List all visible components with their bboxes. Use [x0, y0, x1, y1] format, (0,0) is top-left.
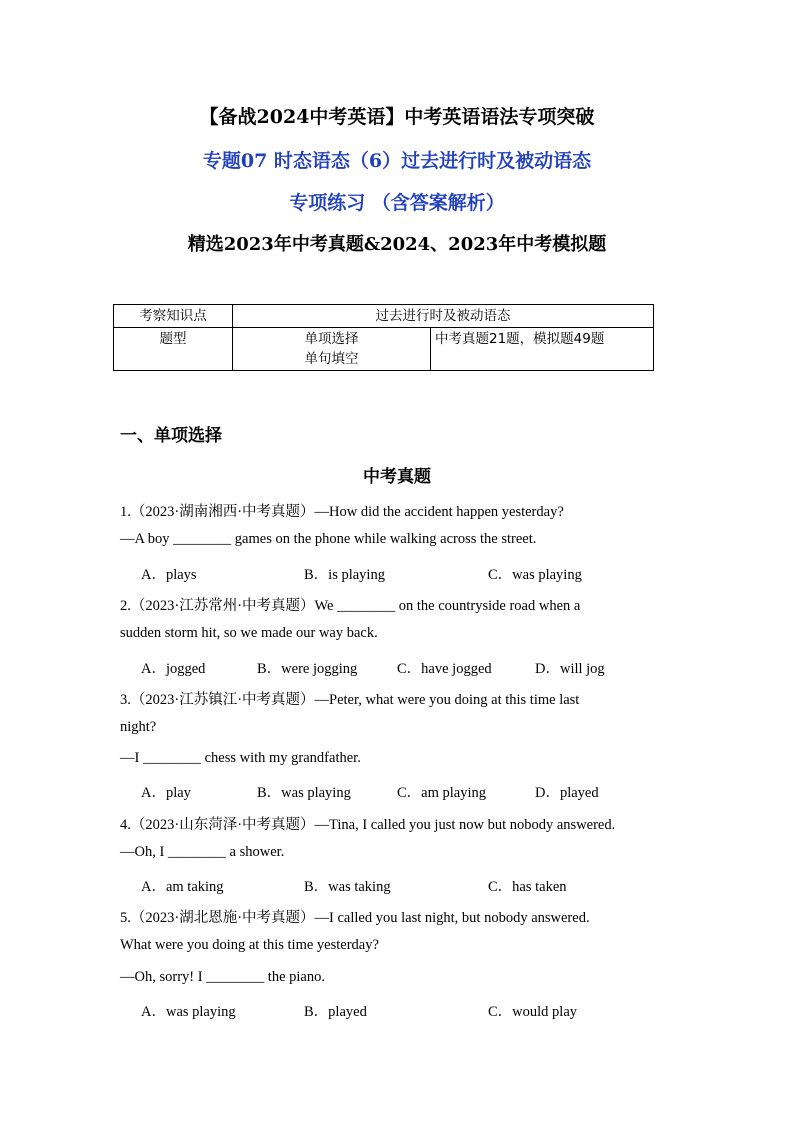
question-5-option-c[interactable]: C．would play — [488, 1004, 578, 1020]
question-4-option-b[interactable]: B．was taking — [304, 879, 391, 895]
question-2-option-a[interactable]: A．jogged — [141, 661, 206, 677]
question-1-option-a[interactable]: A．plays — [141, 567, 197, 583]
question-3-line-1: 3.（2023·江苏镇江·中考真题）—Peter, what were you doing at this time last — [120, 692, 580, 708]
question-3-option-a[interactable]: A．play — [141, 785, 191, 801]
section-subtitle: 中考真题 — [363, 467, 431, 487]
table-cell-value: 过去进行时及被动语态 — [233, 305, 654, 328]
table-cell-label: 考察知识点 — [114, 305, 233, 328]
question-4-line-2: —Oh, I ________ a shower. — [120, 844, 285, 860]
question-5-line-3: —Oh, sorry! I ________ the piano. — [120, 969, 325, 985]
table-row — [114, 328, 654, 371]
table-cell-types — [233, 328, 431, 371]
question-4-option-c[interactable]: C．has taken — [488, 879, 567, 895]
subtitle-heading: 专项练习 （含答案解析） — [289, 192, 505, 214]
document-title: 【备战2024中考英语】中考英语语法专项突破 — [199, 106, 595, 128]
source-line: 精选2023年中考真题&2024、2023年中考模拟题 — [187, 234, 607, 255]
question-5-option-b[interactable]: B．played — [304, 1004, 367, 1020]
question-1-line-1: 1.（2023·湖南湘西·中考真题）—How did the accident happen yesterday? — [120, 504, 564, 520]
info-table — [113, 304, 654, 371]
question-5-option-a[interactable]: A．was playing — [141, 1004, 236, 1020]
question-2-line-1: 2.（2023·江苏常州·中考真题）We ________ on the countryside road when a — [120, 598, 581, 614]
question-1-line-2: —A boy ________ games on the phone while walking across the street. — [120, 531, 537, 547]
question-2-line-2: sudden storm hit, so we made our way back. — [120, 625, 378, 641]
question-3-line-2: night? — [120, 719, 157, 735]
question-5-line-2: What were you doing at this time yesterday? — [120, 937, 379, 953]
question-3-option-b[interactable]: B．was playing — [257, 785, 351, 801]
table-cell-counts: 中考真题21题，模拟题49题 — [431, 328, 654, 371]
table-row — [114, 305, 654, 328]
question-4-option-a[interactable]: A．am taking — [141, 879, 224, 895]
question-5-line-1: 5.（2023·湖北恩施·中考真题）—I called you last night, but nobody answered. — [120, 910, 590, 926]
question-3-option-d[interactable]: D．played — [535, 785, 599, 801]
question-1-option-c[interactable]: C．was playing — [488, 567, 582, 583]
question-3-option-c[interactable]: C．am playing — [397, 785, 487, 801]
question-1-option-b[interactable]: B．is playing — [304, 567, 385, 583]
question-2-option-d[interactable]: D．will jog — [535, 661, 605, 677]
type-item: 单项选择 — [304, 331, 359, 347]
type-item: 单句填空 — [304, 351, 359, 367]
topic-heading: 专题07 时态语态（6）过去进行时及被动语态 — [202, 150, 592, 172]
question-2-option-c[interactable]: C．have jogged — [397, 661, 492, 677]
table-cell-label: 题型 — [114, 328, 233, 371]
question-3-line-3: —I ________ chess with my grandfather. — [120, 750, 361, 766]
question-4-line-1: 4.（2023·山东菏泽·中考真题）—Tina, I called you just now but nobody answered. — [120, 817, 616, 833]
section-title: 一、单项选择 — [120, 426, 222, 446]
question-2-option-b[interactable]: B．were jogging — [257, 661, 358, 677]
